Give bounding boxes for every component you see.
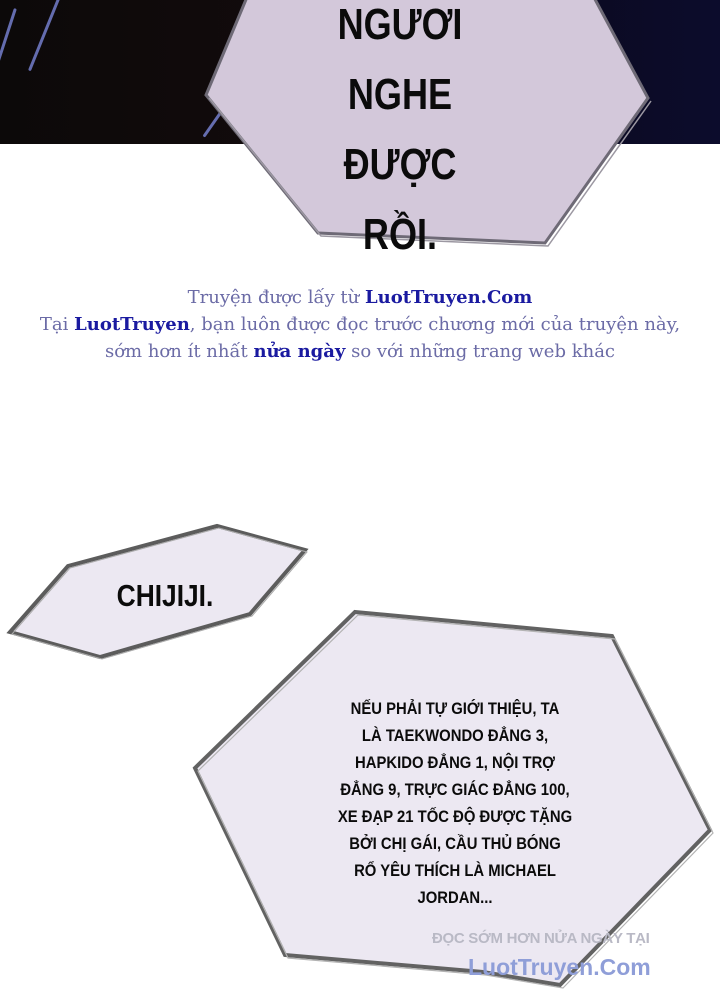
bubble-text-large bbox=[325, 696, 586, 912]
bubble-line: RỔ YÊU THÍCH LÀ MICHAEL bbox=[354, 862, 556, 880]
bubble-line: HAPKIDO ĐẲNG 1, NỘI TRỢ bbox=[355, 754, 555, 772]
bubble-line: NGƯƠI bbox=[337, 0, 463, 49]
site-name[interactable]: LuotTruyen bbox=[74, 314, 190, 335]
bubble-line: ĐƯỢC bbox=[343, 140, 457, 189]
bubble-line: XE ĐẠP 21 TỐC ĐỘ ĐƯỢC TẶNG bbox=[337, 808, 573, 826]
watermark-line-1: ĐỌC SỚM HƠN NỬA NGÀY TẠI bbox=[432, 930, 650, 947]
source-credit bbox=[0, 284, 720, 365]
bubble-line: ĐẲNG 9, TRỰC GIÁC ĐẲNG 100, bbox=[340, 781, 570, 799]
bubble-text-small: CHIJIJI. bbox=[116, 578, 214, 613]
bubble-text-top bbox=[334, 0, 465, 270]
bubble-line: LÀ TAEKWONDO ĐẲNG 3, bbox=[361, 727, 549, 745]
credit-line-3: sớm hơn ít nhất nửa ngày so với những trang web khác bbox=[104, 341, 616, 362]
emphasis-half-day: nửa ngày bbox=[253, 341, 346, 362]
bubble-line: NẾU PHẢI TỰ GIỚI THIỆU, TA bbox=[350, 700, 560, 718]
bubble-line: NGHE bbox=[347, 70, 453, 119]
bubble-line: BỞI CHỊ GÁI, CẦU THỦ BÓNG bbox=[349, 835, 561, 853]
bubble-line: JORDAN... bbox=[417, 889, 493, 907]
bubble-line: RỒI. bbox=[362, 210, 438, 259]
credit-line-1: Truyện được lấy từ LuotTruyen.Com bbox=[187, 287, 533, 308]
watermark-site: LuotTruyen.Com bbox=[468, 954, 651, 980]
site-link[interactable]: LuotTruyen.Com bbox=[364, 287, 533, 308]
credit-line-2: Tại LuotTruyen, bạn luôn được đọc trước chương mới của truyện này, bbox=[39, 314, 681, 335]
